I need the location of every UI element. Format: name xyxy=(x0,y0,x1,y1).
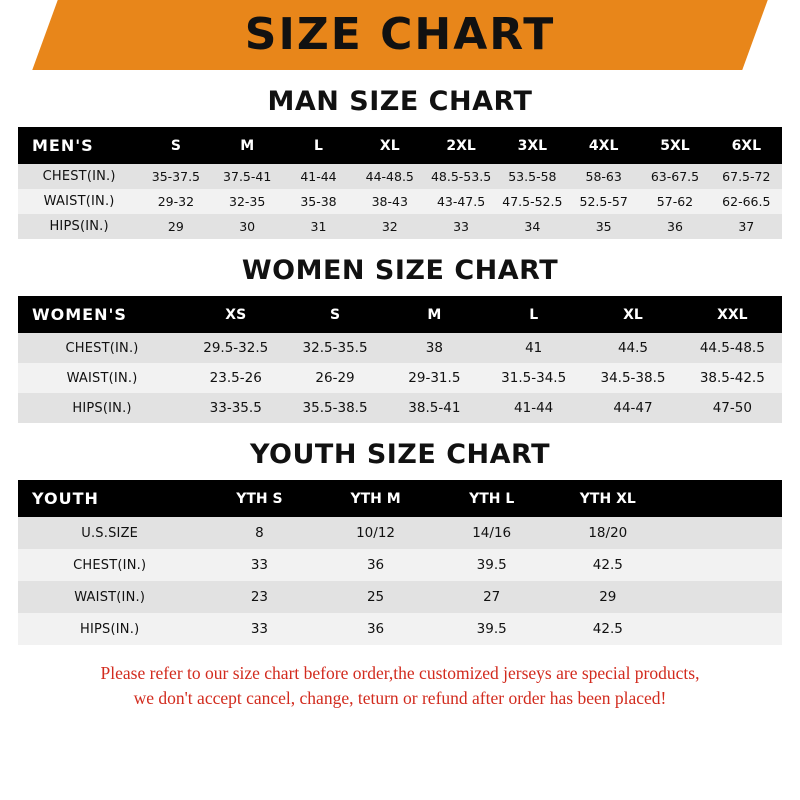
women-col-0: XS xyxy=(186,296,285,333)
table-row xyxy=(18,581,782,613)
women-row-2-label: HIPS(IN.) xyxy=(18,393,186,423)
youth-row-2-val-3: 29 xyxy=(550,581,666,613)
youth-row-0-label: U.S.SIZE xyxy=(18,517,201,549)
men-col-0: S xyxy=(140,127,211,164)
youth-row-2-val-4 xyxy=(666,581,782,613)
banner-left-accent xyxy=(0,0,58,70)
youth-row-3-val-0: 33 xyxy=(201,613,317,645)
men-row-1-val-2: 35-38 xyxy=(283,189,354,214)
table-row xyxy=(18,393,782,423)
women-size-table xyxy=(18,296,782,423)
youth-size-table xyxy=(18,480,782,645)
men-row-2-val-6: 35 xyxy=(568,214,639,239)
men-size-table xyxy=(18,127,782,239)
men-row-2-val-3: 32 xyxy=(354,214,425,239)
youth-row-1-val-3: 42.5 xyxy=(550,549,666,581)
table-row xyxy=(18,517,782,549)
youth-section-title: YOUTH SIZE CHART xyxy=(249,439,551,470)
youth-row-3-val-2: 39.5 xyxy=(434,613,550,645)
men-row-0-val-7: 63-67.5 xyxy=(639,164,710,189)
men-row-2-val-7: 36 xyxy=(639,214,710,239)
women-row-0-val-3: 41 xyxy=(484,333,583,363)
table-row xyxy=(18,333,782,363)
women-row-2-val-2: 38.5-41 xyxy=(385,393,484,423)
men-row-2-label: HIPS(IN.) xyxy=(18,214,140,239)
men-row-0-label: CHEST(IN.) xyxy=(18,164,140,189)
women-col-2: M xyxy=(385,296,484,333)
youth-row-3-val-4 xyxy=(666,613,782,645)
men-row-1-val-3: 38-43 xyxy=(354,189,425,214)
men-row-2-val-8: 37 xyxy=(711,214,782,239)
table-row xyxy=(18,549,782,581)
men-row-1-val-1: 32-35 xyxy=(212,189,283,214)
women-row-1-label: WAIST(IN.) xyxy=(18,363,186,393)
men-row-0-val-8: 67.5-72 xyxy=(711,164,782,189)
men-row-2-val-5: 34 xyxy=(497,214,568,239)
men-row-1-val-5: 47.5-52.5 xyxy=(497,189,568,214)
women-row-0-val-4: 44.5 xyxy=(583,333,682,363)
youth-row-3-label: HIPS(IN.) xyxy=(18,613,201,645)
men-row-1-val-4: 43-47.5 xyxy=(425,189,496,214)
youth-row-1-val-2: 39.5 xyxy=(434,549,550,581)
women-row-2-val-5: 47-50 xyxy=(683,393,782,423)
men-col-5: 3XL xyxy=(497,127,568,164)
youth-corner-label: YOUTH xyxy=(18,480,201,517)
youth-col-0: YTH S xyxy=(201,480,317,517)
men-col-1: M xyxy=(212,127,283,164)
youth-row-1-label: CHEST(IN.) xyxy=(18,549,201,581)
men-row-1-val-7: 57-62 xyxy=(639,189,710,214)
women-col-1: S xyxy=(285,296,384,333)
banner-right-accent xyxy=(742,0,800,70)
table-row xyxy=(18,613,782,645)
youth-row-2-label: WAIST(IN.) xyxy=(18,581,201,613)
women-row-0-val-5: 44.5-48.5 xyxy=(683,333,782,363)
women-corner-label: WOMEN'S xyxy=(18,296,186,333)
men-row-2-val-0: 29 xyxy=(140,214,211,239)
youth-row-0-val-3: 18/20 xyxy=(550,517,666,549)
men-row-1-val-0: 29-32 xyxy=(140,189,211,214)
youth-row-3-val-3: 42.5 xyxy=(550,613,666,645)
youth-row-2-val-2: 27 xyxy=(434,581,550,613)
men-row-1-val-8: 62-66.5 xyxy=(711,189,782,214)
men-row-0-val-6: 58-63 xyxy=(568,164,639,189)
table-header-row xyxy=(18,480,782,517)
women-row-1-val-1: 26-29 xyxy=(285,363,384,393)
youth-row-1-val-4 xyxy=(666,549,782,581)
women-row-2-val-1: 35.5-38.5 xyxy=(285,393,384,423)
disclaimer-note xyxy=(18,661,782,712)
youth-row-0-val-2: 14/16 xyxy=(434,517,550,549)
youth-col-4 xyxy=(666,480,782,517)
men-row-0-val-3: 44-48.5 xyxy=(354,164,425,189)
women-col-5: XXL xyxy=(683,296,782,333)
youth-row-0-val-1: 10/12 xyxy=(317,517,433,549)
youth-row-1-val-0: 33 xyxy=(201,549,317,581)
table-row xyxy=(18,189,782,214)
women-row-0-label: CHEST(IN.) xyxy=(18,333,186,363)
disclaimer-line-2: we don't accept cancel, change, teturn or refund after order has been placed! xyxy=(133,688,667,709)
women-row-0-val-0: 29.5-32.5 xyxy=(186,333,285,363)
women-row-1-val-2: 29-31.5 xyxy=(385,363,484,393)
disclaimer-line-1: Please refer to our size chart before order,the customized jerseys are special products, xyxy=(100,663,700,683)
page-title: SIZE CHART xyxy=(244,9,556,60)
men-row-2-val-4: 33 xyxy=(425,214,496,239)
men-row-0-val-2: 41-44 xyxy=(283,164,354,189)
women-row-1-val-0: 23.5-26 xyxy=(186,363,285,393)
youth-row-0-val-4 xyxy=(666,517,782,549)
women-row-1-val-3: 31.5-34.5 xyxy=(484,363,583,393)
women-col-4: XL xyxy=(583,296,682,333)
youth-row-2-val-1: 25 xyxy=(317,581,433,613)
men-col-8: 6XL xyxy=(711,127,782,164)
youth-row-3-val-1: 36 xyxy=(317,613,433,645)
table-row xyxy=(18,164,782,189)
chart-content xyxy=(0,86,800,712)
men-section-title: MAN SIZE CHART xyxy=(267,86,533,117)
men-row-0-val-1: 37.5-41 xyxy=(212,164,283,189)
youth-col-2: YTH L xyxy=(434,480,550,517)
youth-row-0-val-0: 8 xyxy=(201,517,317,549)
men-row-0-val-5: 53.5-58 xyxy=(497,164,568,189)
table-header-row xyxy=(18,296,782,333)
table-row xyxy=(18,214,782,239)
youth-row-1-val-1: 36 xyxy=(317,549,433,581)
men-row-1-label: WAIST(IN.) xyxy=(18,189,140,214)
women-section-title: WOMEN SIZE CHART xyxy=(241,255,559,286)
men-col-6: 4XL xyxy=(568,127,639,164)
men-col-4: 2XL xyxy=(425,127,496,164)
men-row-2-val-2: 31 xyxy=(283,214,354,239)
men-row-2-val-1: 30 xyxy=(212,214,283,239)
header-banner xyxy=(0,0,800,70)
table-row xyxy=(18,363,782,393)
women-row-2-val-0: 33-35.5 xyxy=(186,393,285,423)
men-col-7: 5XL xyxy=(639,127,710,164)
women-col-3: L xyxy=(484,296,583,333)
women-row-2-val-4: 44-47 xyxy=(583,393,682,423)
men-col-3: XL xyxy=(354,127,425,164)
table-header-row xyxy=(18,127,782,164)
men-col-2: L xyxy=(283,127,354,164)
men-corner-label: MEN'S xyxy=(18,127,140,164)
women-row-2-val-3: 41-44 xyxy=(484,393,583,423)
youth-col-1: YTH M xyxy=(317,480,433,517)
women-row-1-val-5: 38.5-42.5 xyxy=(683,363,782,393)
women-row-0-val-1: 32.5-35.5 xyxy=(285,333,384,363)
youth-col-3: YTH XL xyxy=(550,480,666,517)
women-row-1-val-4: 34.5-38.5 xyxy=(583,363,682,393)
youth-row-2-val-0: 23 xyxy=(201,581,317,613)
men-row-0-val-0: 35-37.5 xyxy=(140,164,211,189)
women-row-0-val-2: 38 xyxy=(385,333,484,363)
men-row-1-val-6: 52.5-57 xyxy=(568,189,639,214)
men-row-0-val-4: 48.5-53.5 xyxy=(425,164,496,189)
